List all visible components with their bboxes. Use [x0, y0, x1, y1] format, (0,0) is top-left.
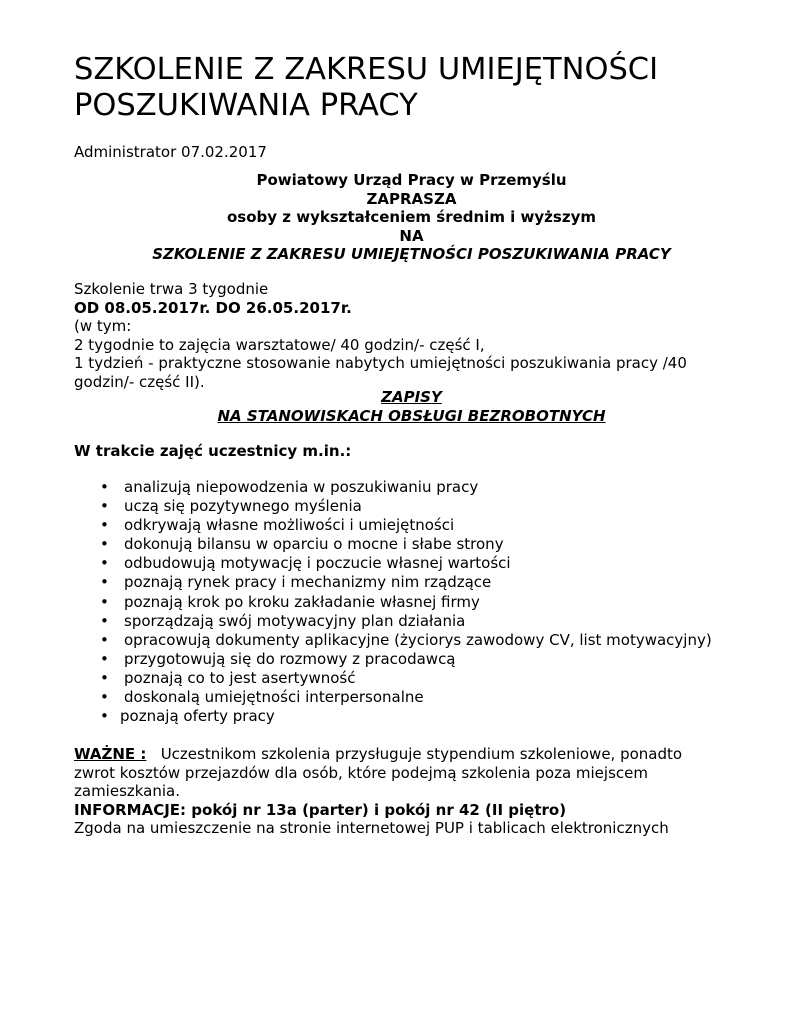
list-item-text: sporządzają swój motywacyjny plan działania: [124, 611, 466, 630]
list-item-text: poznają krok po kroku zakładanie własnej firmy: [124, 592, 480, 611]
list-item-text: uczą się pozytywnego myślenia: [124, 497, 362, 516]
list-item: [96, 650, 776, 669]
invitation-to: NA: [399, 226, 424, 245]
publication-consent: Zgoda na umieszczenie na stronie internetowej PUP i tablicach elektronicznych: [74, 819, 669, 837]
list-item-text: dokonują bilansu w oparciu o mocne i słabe strony: [124, 535, 504, 554]
invitation-block: [40, 171, 783, 264]
list-item: [96, 497, 776, 516]
course-including: (w tym:: [74, 317, 132, 335]
invitation-office: Powiatowy Urząd Pracy w Przemyślu: [256, 171, 567, 189]
title-line-2: POSZUKIWANIA PRACY: [74, 88, 418, 123]
notes-block: [74, 745, 754, 838]
list-item: [96, 612, 776, 631]
list-item-text: poznają co to jest asertywność: [124, 668, 356, 687]
list-item: [96, 478, 776, 497]
page-title: [74, 52, 754, 124]
invitation-invites: ZAPRASZA: [366, 189, 457, 208]
bullet-icon: •: [100, 707, 109, 726]
signup-heading: ZAPISY: [381, 388, 442, 406]
course-dates: OD 08.05.2017r. DO 26.05.2017r.: [74, 298, 352, 317]
important-line-3: zamieszkania.: [74, 782, 181, 800]
activities-list: [96, 478, 776, 726]
bullet-icon: •: [100, 668, 109, 687]
list-item-text: odkrywają własne możliwości i umiejętności: [124, 516, 455, 535]
bullet-icon: •: [100, 630, 109, 649]
bullet-icon: •: [100, 688, 109, 707]
course-part-2-line-2: godzin/- część II).: [74, 372, 205, 391]
list-item: [96, 573, 776, 592]
course-details: [74, 280, 754, 391]
important-label: WAŻNE :: [74, 745, 147, 763]
bullet-icon: •: [100, 592, 109, 611]
list-item-text: odbudowują motywację i poczucie własnej wartości: [124, 554, 511, 573]
signup-block: [40, 388, 783, 425]
invitation-audience: osoby z wykształceniem średnim i wyższym: [227, 208, 596, 226]
list-item: [96, 516, 776, 535]
list-item: [96, 593, 776, 612]
activities-heading: W trakcie zajęć uczestnicy m.in.:: [74, 442, 352, 460]
list-item-text: doskonalą umiejętności interpersonalne: [124, 688, 424, 707]
invitation-course-name: SZKOLENIE Z ZAKRESU UMIEJĘTNOŚCI POSZUKIWANIA PRACY: [152, 245, 671, 263]
list-item: [96, 669, 776, 688]
bullet-icon: •: [100, 573, 109, 592]
bullet-icon: •: [100, 478, 109, 496]
list-item: [96, 688, 776, 707]
list-item-text: przygotowują się do rozmowy z pracodawcą: [124, 649, 456, 668]
important-line-2: zwrot kosztów przejazdów dla osób, które podejmą szkolenia poza miejscem: [74, 763, 648, 782]
author-date: Administrator 07.02.2017: [74, 143, 267, 161]
course-part-2-line-1: 1 tydzień - praktyczne stosowanie nabytych umiejętności poszukiwania pracy /40: [74, 354, 687, 372]
list-item: [96, 707, 776, 726]
bullet-icon: •: [100, 611, 109, 630]
list-item-text: analizują niepowodzenia w poszukiwaniu pracy: [124, 478, 479, 496]
list-item: [96, 554, 776, 573]
course-part-1: 2 tygodnie to zajęcia warsztatowe/ 40 godzin/- część I,: [74, 335, 485, 354]
bullet-icon: •: [100, 649, 109, 668]
bullet-icon: •: [100, 535, 109, 554]
title-line-1: SZKOLENIE Z ZAKRESU UMIEJĘTNOŚCI: [74, 52, 659, 87]
list-item: [96, 631, 776, 650]
bullet-icon: •: [100, 516, 109, 535]
bullet-icon: •: [100, 554, 109, 573]
list-item-text: poznają rynek pracy i mechanizmy nim rządzące: [124, 573, 492, 592]
list-item: [96, 535, 776, 554]
bullet-icon: •: [100, 497, 109, 516]
important-text: Uczestnikom szkolenia przysługuje stypendium szkoleniowe, ponadto: [160, 745, 683, 763]
info-rooms: INFORMACJE: pokój nr 13a (parter) i pokój nr 42 (II piętro): [74, 800, 567, 819]
list-item-text: poznają oferty pracy: [120, 707, 275, 726]
important-line-1: [74, 745, 754, 764]
course-duration: Szkolenie trwa 3 tygodnie: [74, 280, 269, 298]
list-item-text: opracowują dokumenty aplikacyjne (życiorys zawodowy CV, list motywacyjny): [124, 630, 712, 649]
signup-location: NA STANOWISKACH OBSŁUGI BEZROBOTNYCH: [217, 406, 606, 425]
